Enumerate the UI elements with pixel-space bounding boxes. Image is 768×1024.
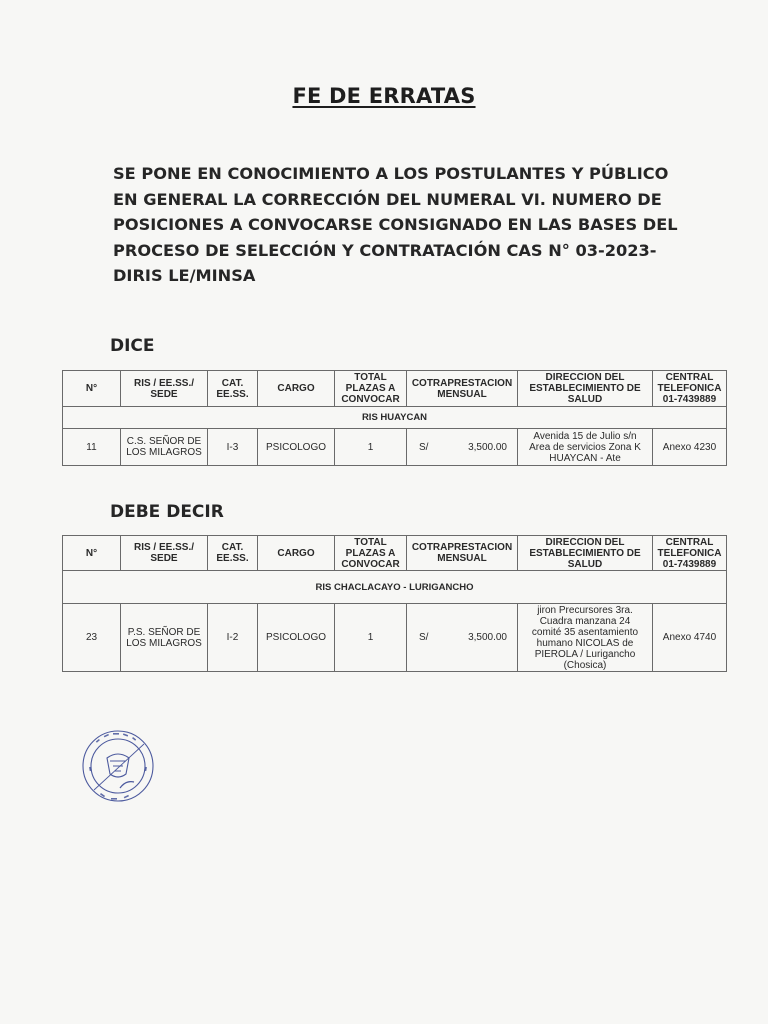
cell-sede: P.S. SEÑOR DE LOS MILAGROS [121,604,208,672]
header-cotraprestacion: COTRAPRESTACION MENSUAL [407,371,518,407]
group-row [63,407,727,429]
header-num: N° [63,371,121,407]
group-label: RIS HUAYCAN [63,407,727,429]
debe-decir-table [62,535,727,672]
header-direccion: DIRECCION DEL ESTABLECIMIENTO DE SALUD [518,536,653,571]
document-title: FE DE ERRATAS [292,84,476,108]
header-direccion: DIRECCION DEL ESTABLECIMIENTO DE SALUD [518,371,653,407]
ministry-seal-stamp [80,728,156,804]
notice-line: POSICIONES A CONVOCARSE CONSIGNADO EN LAS BASES DEL [113,215,678,234]
cell-cat: I-3 [208,429,258,466]
header-cargo: CARGO [258,536,335,571]
dice-table [62,370,727,466]
notice-paragraph [113,161,693,289]
header-cat: CAT. EE.SS. [208,371,258,407]
header-sede: RIS / EE.SS./ SEDE [121,371,208,407]
notice-line: SE PONE EN CONOCIMIENTO A LOS POSTULANTES Y PÚBLICO [113,164,669,183]
header-cat: CAT. EE.SS. [208,536,258,571]
cell-total: 1 [335,429,407,466]
cell-num: 23 [63,604,121,672]
notice-line: DIRIS LE/MINSA [113,266,256,285]
debe-decir-heading: DEBE DECIR [110,502,224,522]
cell-amount: S/ 3,500.00 [407,429,518,466]
cell-direccion: Avenida 15 de Julio s/n Area de servicios Zona K HUAYCAN - Ate [518,429,653,466]
group-row [63,571,727,604]
header-sede: RIS / EE.SS./ SEDE [121,536,208,571]
cell-telefono: Anexo 4230 [653,429,727,466]
notice-line: PROCESO DE SELECCIÓN Y CONTRATACIÓN CAS N° 03-2023- [113,240,657,260]
header-telefono: CENTRAL TELEFONICA 01-7439889 [653,536,727,571]
dice-heading: DICE [110,336,155,356]
table-header-row [63,536,727,571]
header-cargo: CARGO [258,371,335,407]
cell-num: 11 [63,429,121,466]
header-num: N° [63,536,121,571]
table-header-row [63,371,727,407]
header-total: TOTAL PLAZAS A CONVOCAR [335,536,407,571]
cell-telefono: Anexo 4740 [653,604,727,672]
cell-direccion: jiron Precursores 3ra. Cuadra manzana 24 comité 35 asentamiento humano NICOLAS de PIEROLA / Lurigancho (Chosica) [518,604,653,672]
cell-cargo: PSICOLOGO [258,429,335,466]
table-row [63,604,727,672]
cell-total: 1 [335,604,407,672]
cell-sede: C.S. SEÑOR DE LOS MILAGROS [121,429,208,466]
header-cotraprestacion: COTRAPRESTACION MENSUAL [407,536,518,571]
header-total: TOTAL PLAZAS A CONVOCAR [335,371,407,407]
cell-cat: I-2 [208,604,258,672]
cell-cargo: PSICOLOGO [258,604,335,672]
group-label: RIS CHACLACAYO - LURIGANCHO [63,571,727,604]
header-telefono: CENTRAL TELEFONICA 01-7439889 [653,371,727,407]
cell-amount: S/ 3,500.00 [407,604,518,672]
notice-line: EN GENERAL LA CORRECCIÓN DEL NUMERAL VI. NUMERO DE [113,189,662,209]
table-row [63,429,727,466]
